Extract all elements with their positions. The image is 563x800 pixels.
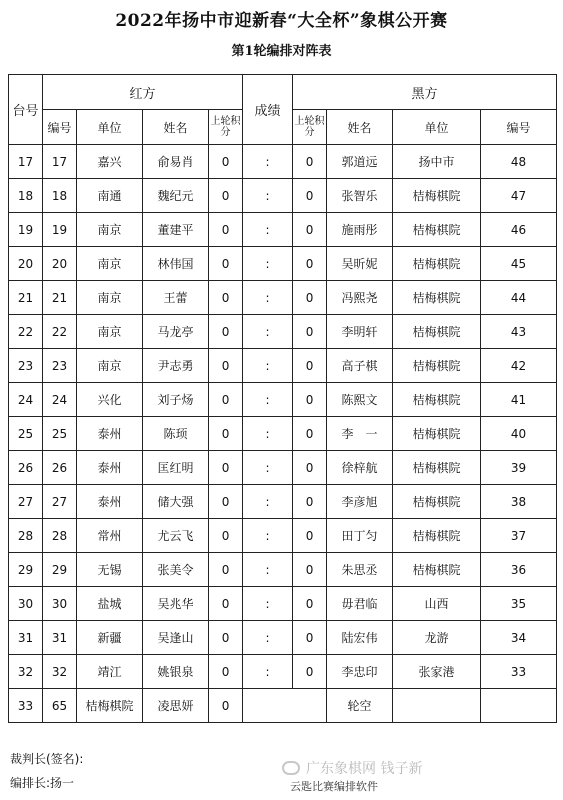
cell-red-unit: 靖江 <box>77 655 143 689</box>
table-row <box>9 349 557 383</box>
cell-black-name: 毋君临 <box>327 587 393 621</box>
cell-table-no: 25 <box>9 417 43 451</box>
cell-black-score: 0 <box>293 417 327 451</box>
cell-red-unit: 南京 <box>77 349 143 383</box>
document-subtitle: 第1轮编排对阵表 <box>231 44 332 59</box>
cell-red-unit: 南京 <box>77 315 143 349</box>
cell-red-score: 0 <box>209 349 243 383</box>
cell-red-no: 24 <box>43 383 77 417</box>
cell-table-no: 29 <box>9 553 43 587</box>
cell-red-unit: 南京 <box>77 247 143 281</box>
cell-red-unit: 无锡 <box>77 553 143 587</box>
cell-red-score: 0 <box>209 383 243 417</box>
cell-black-no: 45 <box>481 247 557 281</box>
cell-red-no: 23 <box>43 349 77 383</box>
cell-red-no: 27 <box>43 485 77 519</box>
cell-red-no: 30 <box>43 587 77 621</box>
cell-red-score: 0 <box>209 247 243 281</box>
cell-result: : <box>243 383 293 417</box>
cell-red-no: 18 <box>43 179 77 213</box>
cell-black-no <box>481 689 557 723</box>
cell-black-score: 0 <box>293 383 327 417</box>
pairing-rows <box>9 145 557 723</box>
cell-black-score: 0 <box>293 179 327 213</box>
cell-red-name: 马龙亭 <box>143 315 209 349</box>
cell-result: : <box>243 587 293 621</box>
cell-red-no: 20 <box>43 247 77 281</box>
cell-black-name: 施雨彤 <box>327 213 393 247</box>
cell-red-score: 0 <box>209 315 243 349</box>
cell-black-name: 李忠印 <box>327 655 393 689</box>
cell-red-no: 26 <box>43 451 77 485</box>
cell-black-no: 40 <box>481 417 557 451</box>
cell-red-score: 0 <box>209 179 243 213</box>
cell-red-no: 65 <box>43 689 77 723</box>
cell-black-name: 李彦旭 <box>327 485 393 519</box>
cell-red-unit: 泰州 <box>77 451 143 485</box>
cell-table-no: 17 <box>9 145 43 179</box>
cell-red-no: 19 <box>43 213 77 247</box>
cell-red-name: 姚银泉 <box>143 655 209 689</box>
cell-black-name: 朱思丞 <box>327 553 393 587</box>
table-row <box>9 383 557 417</box>
cell-black-unit: 桔梅棋院 <box>393 383 481 417</box>
cell-black-name: 陈熙文 <box>327 383 393 417</box>
table-row <box>9 655 557 689</box>
header-red: 红方 <box>43 75 243 110</box>
arranger-label: 编排长:扬一 <box>10 776 75 790</box>
cell-red-score: 0 <box>209 213 243 247</box>
cell-black-unit: 桔梅棋院 <box>393 349 481 383</box>
cell-black-unit: 桔梅棋院 <box>393 247 481 281</box>
cell-result: : <box>243 179 293 213</box>
cell-red-unit: 桔梅棋院 <box>77 689 143 723</box>
cell-red-unit: 常州 <box>77 519 143 553</box>
header-black: 黑方 <box>293 75 557 110</box>
table-row <box>9 145 557 179</box>
cell-black-score: 0 <box>293 485 327 519</box>
cell-red-unit: 南京 <box>77 281 143 315</box>
cell-red-name: 储大强 <box>143 485 209 519</box>
watermark-text: 广东象棋网 钱子新 <box>306 761 423 777</box>
table-row <box>9 485 557 519</box>
table-row <box>9 587 557 621</box>
header-black-no: 编号 <box>481 110 557 145</box>
cell-red-name: 俞易肖 <box>143 145 209 179</box>
cell-black-no: 48 <box>481 145 557 179</box>
cell-black-no: 36 <box>481 553 557 587</box>
cell-black-name: 陆宏伟 <box>327 621 393 655</box>
cell-red-score: 0 <box>209 451 243 485</box>
cell-result: : <box>243 655 293 689</box>
cell-black-score: 0 <box>293 145 327 179</box>
cell-black-name: 轮空 <box>327 689 393 723</box>
cell-red-unit: 南通 <box>77 179 143 213</box>
cell-black-name: 田丁匀 <box>327 519 393 553</box>
cell-red-score: 0 <box>209 621 243 655</box>
cell-table-no: 20 <box>9 247 43 281</box>
cell-red-name: 吴逢山 <box>143 621 209 655</box>
cell-table-no: 23 <box>9 349 43 383</box>
pairing-table <box>8 74 557 723</box>
cell-result: : <box>243 247 293 281</box>
table-row <box>9 315 557 349</box>
cell-red-unit: 盐城 <box>77 587 143 621</box>
cell-black-no: 42 <box>481 349 557 383</box>
cell-red-score: 0 <box>209 519 243 553</box>
cell-black-unit: 桔梅棋院 <box>393 315 481 349</box>
cell-black-score: 0 <box>293 621 327 655</box>
cell-red-score: 0 <box>209 587 243 621</box>
cell-result: : <box>243 349 293 383</box>
cell-red-score: 0 <box>209 655 243 689</box>
cell-red-name: 林伟国 <box>143 247 209 281</box>
cell-black-name: 李明轩 <box>327 315 393 349</box>
cell-red-name: 凌思妍 <box>143 689 209 723</box>
watermark <box>282 758 422 778</box>
table-row <box>9 451 557 485</box>
cell-table-no: 31 <box>9 621 43 655</box>
cell-red-name: 陈顼 <box>143 417 209 451</box>
cell-red-name: 王蕾 <box>143 281 209 315</box>
cell-result: : <box>243 451 293 485</box>
cell-black-no: 37 <box>481 519 557 553</box>
cell-result: : <box>243 281 293 315</box>
cell-black-score: 0 <box>293 349 327 383</box>
cell-black-no: 39 <box>481 451 557 485</box>
cell-red-no: 17 <box>43 145 77 179</box>
cell-red-score: 0 <box>209 145 243 179</box>
cell-black-unit <box>393 689 481 723</box>
cell-red-name: 吴兆华 <box>143 587 209 621</box>
cell-black-unit: 山西 <box>393 587 481 621</box>
cell-table-no: 30 <box>9 587 43 621</box>
cell-black-no: 33 <box>481 655 557 689</box>
cell-red-name: 魏纪元 <box>143 179 209 213</box>
cell-black-score: 0 <box>293 553 327 587</box>
cell-black-name: 李 一 <box>327 417 393 451</box>
cell-red-no: 31 <box>43 621 77 655</box>
cell-black-unit: 桔梅棋院 <box>393 281 481 315</box>
cell-red-name: 匡红明 <box>143 451 209 485</box>
header-result: 成绩 <box>243 75 293 145</box>
cell-black-score: 0 <box>293 587 327 621</box>
cell-red-name: 张美令 <box>143 553 209 587</box>
cell-black-name: 高子棋 <box>327 349 393 383</box>
header-black-prev-score: 上轮积分 <box>293 110 327 145</box>
cell-black-unit: 桔梅棋院 <box>393 553 481 587</box>
cell-red-no: 29 <box>43 553 77 587</box>
cell-table-no: 18 <box>9 179 43 213</box>
cell-red-no: 21 <box>43 281 77 315</box>
cell-black-unit: 桔梅棋院 <box>393 417 481 451</box>
cell-result: : <box>243 417 293 451</box>
cell-table-no: 21 <box>9 281 43 315</box>
cell-red-name: 董建平 <box>143 213 209 247</box>
cell-red-score: 0 <box>209 689 243 723</box>
header-red-unit: 单位 <box>77 110 143 145</box>
cell-black-unit: 扬中市 <box>393 145 481 179</box>
cell-red-name: 刘子炀 <box>143 383 209 417</box>
cell-black-name: 张智乐 <box>327 179 393 213</box>
header-red-prev-score: 上轮积分 <box>209 110 243 145</box>
cell-red-no: 32 <box>43 655 77 689</box>
cell-black-name: 冯熙尧 <box>327 281 393 315</box>
cell-table-no: 28 <box>9 519 43 553</box>
cell-black-unit: 桔梅棋院 <box>393 451 481 485</box>
cell-black-unit: 桔梅棋院 <box>393 485 481 519</box>
cell-table-no: 19 <box>9 213 43 247</box>
cell-red-score: 0 <box>209 281 243 315</box>
referee-signature-label: 裁判长(签名): <box>10 752 84 766</box>
cell-red-unit: 兴化 <box>77 383 143 417</box>
cell-result: : <box>243 519 293 553</box>
header-red-no: 编号 <box>43 110 77 145</box>
table-row <box>9 621 557 655</box>
cell-red-unit: 嘉兴 <box>77 145 143 179</box>
cell-black-no: 44 <box>481 281 557 315</box>
table-row <box>9 281 557 315</box>
table-row <box>9 213 557 247</box>
cell-result: : <box>243 213 293 247</box>
cell-result: : <box>243 485 293 519</box>
table-row <box>9 689 557 723</box>
header-red-name: 姓名 <box>143 110 209 145</box>
cell-black-no: 35 <box>481 587 557 621</box>
cell-black-score: 0 <box>293 281 327 315</box>
chat-bubble-icon <box>282 761 300 775</box>
cell-black-unit: 桔梅棋院 <box>393 213 481 247</box>
cell-red-unit: 泰州 <box>77 417 143 451</box>
cell-black-no: 43 <box>481 315 557 349</box>
cell-red-name: 尤云飞 <box>143 519 209 553</box>
header-table-no: 台号 <box>9 75 43 145</box>
cell-red-no: 25 <box>43 417 77 451</box>
cell-black-name: 吴昕妮 <box>327 247 393 281</box>
table-row <box>9 553 557 587</box>
cell-black-no: 34 <box>481 621 557 655</box>
cell-table-no: 33 <box>9 689 43 723</box>
cell-red-score: 0 <box>209 417 243 451</box>
cell-black-no: 41 <box>481 383 557 417</box>
cell-result: : <box>243 315 293 349</box>
table-row <box>9 247 557 281</box>
document-title: 2022年扬中市迎新春“大全杯”象棋公开赛 <box>115 11 448 31</box>
table-row <box>9 519 557 553</box>
cell-red-no: 22 <box>43 315 77 349</box>
cell-black-name: 徐梓航 <box>327 451 393 485</box>
cell-table-no: 32 <box>9 655 43 689</box>
software-credit: 云匙比赛编排软件 <box>290 780 378 793</box>
cell-black-no: 47 <box>481 179 557 213</box>
cell-black-name: 郭道远 <box>327 145 393 179</box>
table-row <box>9 179 557 213</box>
cell-red-score: 0 <box>209 485 243 519</box>
cell-black-score: 0 <box>293 655 327 689</box>
cell-red-unit: 南京 <box>77 213 143 247</box>
cell-black-unit: 龙游 <box>393 621 481 655</box>
cell-result: : <box>243 553 293 587</box>
cell-red-name: 尹志勇 <box>143 349 209 383</box>
cell-table-no: 24 <box>9 383 43 417</box>
cell-black-no: 38 <box>481 485 557 519</box>
cell-red-score: 0 <box>209 553 243 587</box>
cell-black-score: 0 <box>293 519 327 553</box>
cell-black-score: 0 <box>293 247 327 281</box>
cell-table-no: 27 <box>9 485 43 519</box>
cell-black-no: 46 <box>481 213 557 247</box>
cell-black-unit: 桔梅棋院 <box>393 519 481 553</box>
cell-result <box>243 689 327 723</box>
header-black-name: 姓名 <box>327 110 393 145</box>
cell-black-unit: 张家港 <box>393 655 481 689</box>
header-black-unit: 单位 <box>393 110 481 145</box>
cell-black-score: 0 <box>293 315 327 349</box>
cell-black-score: 0 <box>293 213 327 247</box>
cell-black-score: 0 <box>293 451 327 485</box>
cell-result: : <box>243 621 293 655</box>
cell-red-unit: 泰州 <box>77 485 143 519</box>
cell-table-no: 22 <box>9 315 43 349</box>
cell-black-unit: 桔梅棋院 <box>393 179 481 213</box>
cell-red-no: 28 <box>43 519 77 553</box>
cell-red-unit: 新疆 <box>77 621 143 655</box>
cell-result: : <box>243 145 293 179</box>
cell-table-no: 26 <box>9 451 43 485</box>
table-row <box>9 417 557 451</box>
